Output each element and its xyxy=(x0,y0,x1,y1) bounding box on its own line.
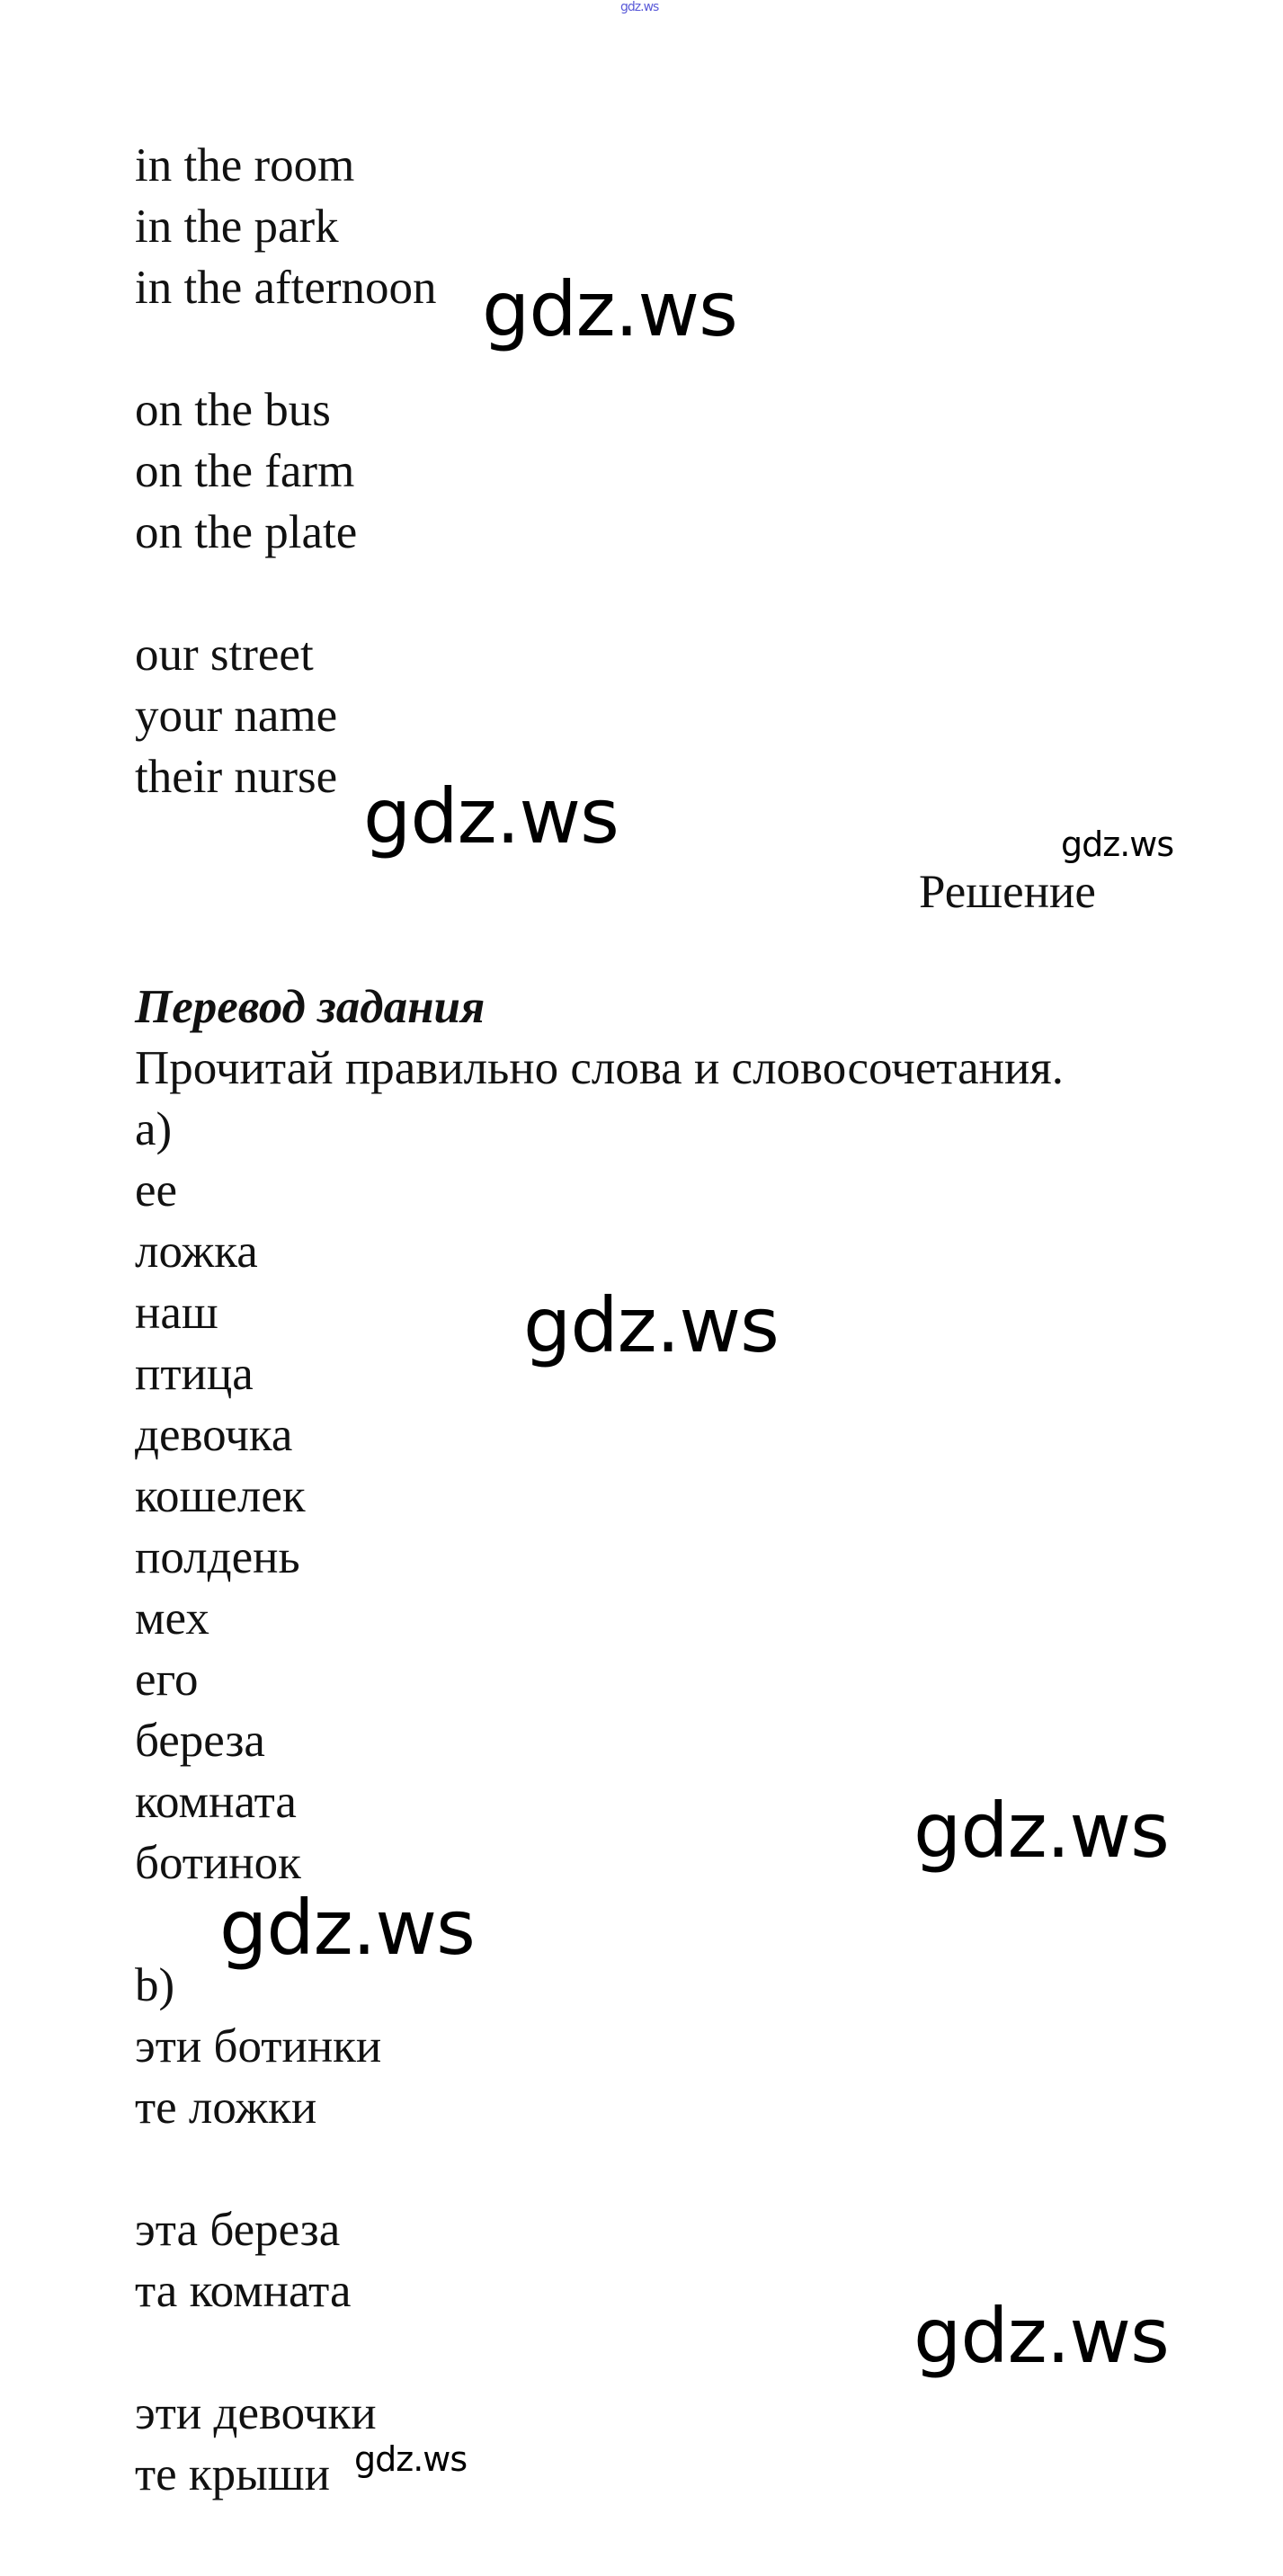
phrase-line: on the plate xyxy=(135,506,358,558)
phrase-line: your name xyxy=(135,690,338,742)
word-line: полдень xyxy=(135,1531,300,1583)
phrase-line: эти ботинки xyxy=(135,2020,382,2072)
phrase-line: on the farm xyxy=(135,445,355,497)
watermark: gdz.ws xyxy=(523,1281,779,1369)
word-line: его xyxy=(135,1653,199,1706)
phrase-line: in the room xyxy=(135,139,355,192)
word-line: комната xyxy=(135,1776,297,1828)
phrase-line: in the afternoon xyxy=(135,262,437,314)
watermark: gdz.ws xyxy=(1061,824,1174,864)
phrase-line: in the park xyxy=(135,201,339,253)
watermark: gdz.ws xyxy=(913,2292,1169,2380)
watermark: gdz.ws xyxy=(219,1884,475,1972)
part-a-label: a) xyxy=(135,1103,173,1155)
phrase-line: те ложки xyxy=(135,2081,317,2134)
solution-label: Решение xyxy=(919,866,1096,918)
word-line: девочка xyxy=(135,1409,293,1461)
phrase-line: эти девочки xyxy=(135,2387,377,2439)
word-line: ее xyxy=(135,1164,178,1217)
word-line: береза xyxy=(135,1715,265,1767)
word-line: ложка xyxy=(135,1226,258,1278)
phrase-line: our street xyxy=(135,628,314,681)
watermark-top: gdz.ws xyxy=(620,0,659,14)
watermark: gdz.ws xyxy=(363,772,619,860)
watermark: gdz.ws xyxy=(354,2439,468,2479)
watermark: gdz.ws xyxy=(482,265,737,353)
word-line: птица xyxy=(135,1348,254,1400)
phrase-line: та комната xyxy=(135,2265,352,2317)
phrase-line: their nurse xyxy=(135,751,338,803)
phrase-line: те крыши xyxy=(135,2448,330,2500)
phrase-line: эта береза xyxy=(135,2204,341,2256)
word-line: наш xyxy=(135,1287,218,1339)
word-line: ботинок xyxy=(135,1837,301,1889)
translation-instruction: Прочитай правильно слова и словосочетания. xyxy=(135,1042,1065,1094)
phrase-line: on the bus xyxy=(135,384,331,436)
part-b-label: b) xyxy=(135,1959,175,2011)
watermark: gdz.ws xyxy=(913,1787,1169,1875)
translation-heading: Перевод задания xyxy=(135,981,486,1033)
word-line: мех xyxy=(135,1592,209,1645)
word-line: кошелек xyxy=(135,1470,306,1522)
